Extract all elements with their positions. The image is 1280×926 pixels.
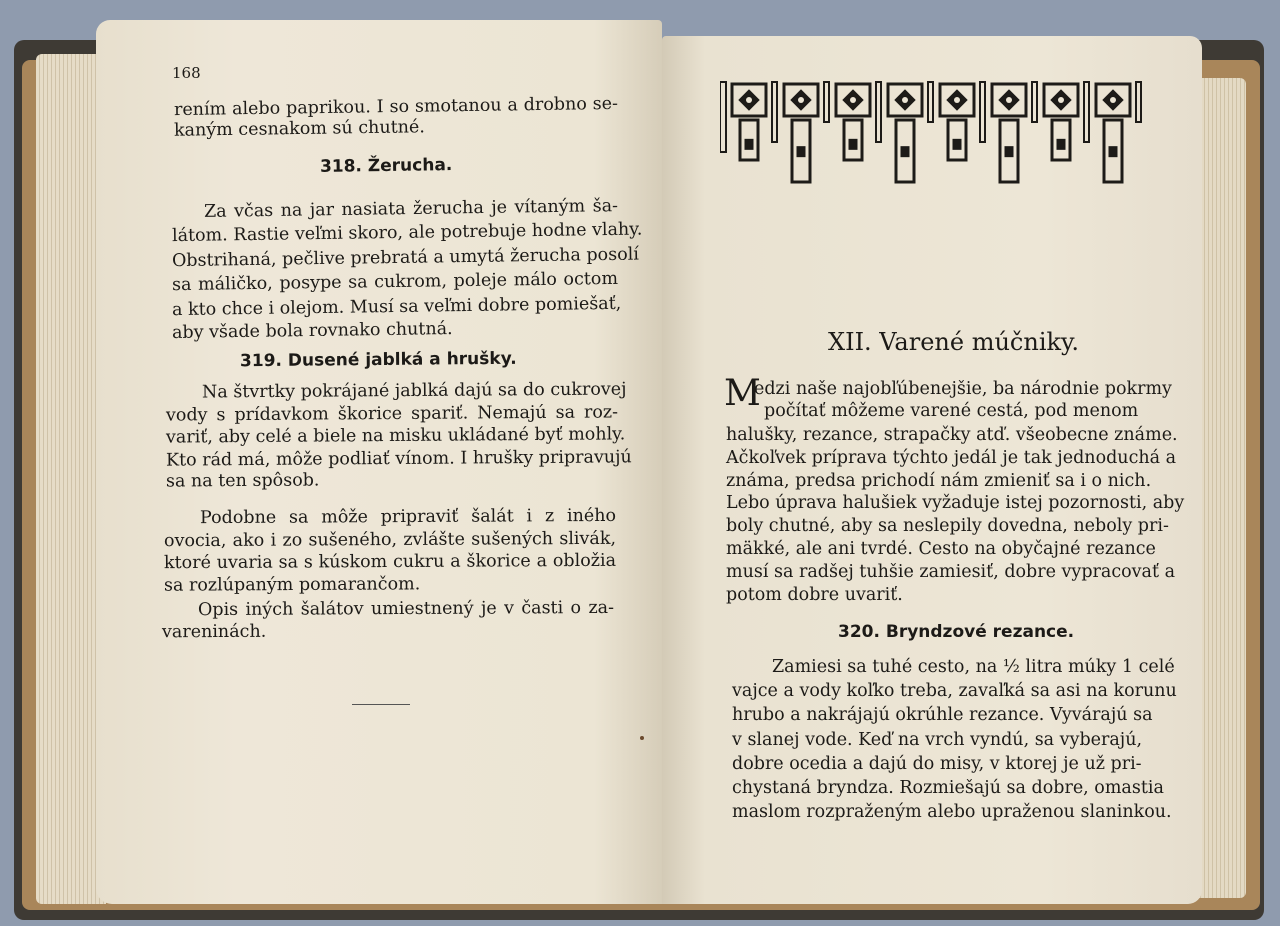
text-line: vareninách. — [161, 621, 267, 642]
text-line: maslom rozpraženým alebo upraženou slaninkou. — [732, 802, 1172, 823]
text-line: rením alebo paprikou. I so smotanou a drobno se- — [173, 93, 619, 121]
text-line: sa rozlúpaným pomarančom. — [163, 574, 421, 596]
text-line: vody s prídavkom škorice spariť. Nemajú sa roz- — [165, 402, 619, 426]
text-line: Ačkoľvek príprava týchto jedál je tak jednoduchá a — [726, 447, 1177, 468]
text-line: chystaná bryndza. Rozmiešajú sa dobre, omastia — [732, 778, 1164, 798]
ornament-end-cap — [720, 82, 726, 152]
text-line: Lebo úprava halušiek vyžaduje istej pozornosti, aby — [726, 493, 1185, 514]
paper-stain — [640, 736, 644, 740]
text-line: sa na ten spôsob. — [165, 470, 320, 492]
text-line: boly chutné, aby sa neslepily dovedna, neboly pri- — [726, 516, 1169, 537]
text-line: látom. Rastie veľmi skoro, ale potrebuje hodne vlahy. — [171, 219, 643, 247]
page-stack-right — [1196, 78, 1246, 898]
text-line: dobre ocedia a dajú do misy, v ktorej je už pri- — [732, 753, 1142, 774]
ornament-motif — [888, 82, 933, 182]
section-divider — [352, 704, 410, 705]
ornament-motif — [940, 82, 985, 160]
text-line: Na štvrtky pokrájané jablká dajú sa do cukrovej — [201, 379, 627, 403]
text-line: Obstrihaná, pečlive prebratá a umytá žerucha posolí — [171, 244, 640, 271]
ornament-motif — [784, 82, 829, 182]
text-line: v slanej vode. Keď na vrch vyndú, sa vyberajú, — [732, 729, 1143, 750]
text-line: Kto rád má, môže podliať vínom. I hrušky pripravujú — [165, 447, 632, 471]
text-line: ovocia, ako i zo sušeného, zvlášte sušených slivák, — [163, 528, 617, 551]
right-page — [662, 36, 1202, 904]
text-line: Podobne sa môže pripraviť šalát i z iného — [199, 505, 617, 529]
text-line: mäkké, ale ani tvrdé. Cesto na obyčajné rezance — [726, 539, 1156, 559]
ornament-motif — [732, 82, 777, 160]
text-line: známa, predsa prichodí nám zmieniť sa i o nich. — [726, 470, 1152, 491]
text-line: aby všade bola rovnako chutná. — [171, 319, 453, 343]
text-line: Za včas na jar nasiata žerucha je vítaným ša- — [203, 196, 619, 222]
text-line: vajce a vody koľko treba, zavaľká sa asi na korunu — [732, 681, 1177, 702]
ornament-motif — [992, 82, 1037, 182]
ornament-motif — [1096, 82, 1141, 182]
text-line: Zamiesi sa tuhé cesto, na ½ litra múky 1 celé — [772, 657, 1175, 677]
text-line: hrubo a nakrájajú okrúhle rezance. Vyvárajú sa — [732, 705, 1153, 726]
text-line: variť, aby celé a biele na misku ukládané byť mohly. — [165, 424, 626, 448]
text-line: musí sa radšej tuhšie zamiesiť, dobre vypracovať a — [726, 561, 1176, 582]
recipe-heading-320: 320. Bryndzové rezance. — [838, 622, 1075, 642]
text-line: potom dobre uvariť. — [726, 584, 903, 605]
chapter-title: XII. Varené múčniky. — [828, 328, 1080, 356]
text-line: počítať môžeme varené cestá, pod menom — [764, 401, 1139, 421]
text-line: Opis iných šalátov umiestnený je v časti o za- — [197, 597, 615, 621]
text-line: halušky, rezance, strapačky atď. všeobecne známe. — [726, 425, 1178, 445]
recipe-heading-318: 318. Žerucha. — [319, 155, 453, 177]
text-line: kaným cesnakom sú chutné. — [173, 117, 426, 141]
left-page — [96, 20, 662, 904]
drop-cap: M — [724, 373, 761, 414]
text-line: ktoré uvaria sa s kúskom cukru a škorice a obložia — [163, 551, 617, 574]
page-number: 168 — [172, 64, 201, 82]
ornament-motif — [1044, 82, 1089, 160]
ornament-motif — [836, 82, 881, 160]
text-line: sa máličko, posype sa cukrom, poleje málo octom — [171, 269, 619, 296]
text-line: a kto chce i olejom. Musí sa veľmi dobre pomiešať, — [171, 293, 622, 320]
recipe-heading-319: 319. Dusené jablká a hrušky. — [239, 348, 517, 372]
decorative-ornament-header — [720, 80, 1146, 192]
text-line: edzi naše najobľúbenejšie, ba národnie pokrmy — [754, 379, 1172, 399]
